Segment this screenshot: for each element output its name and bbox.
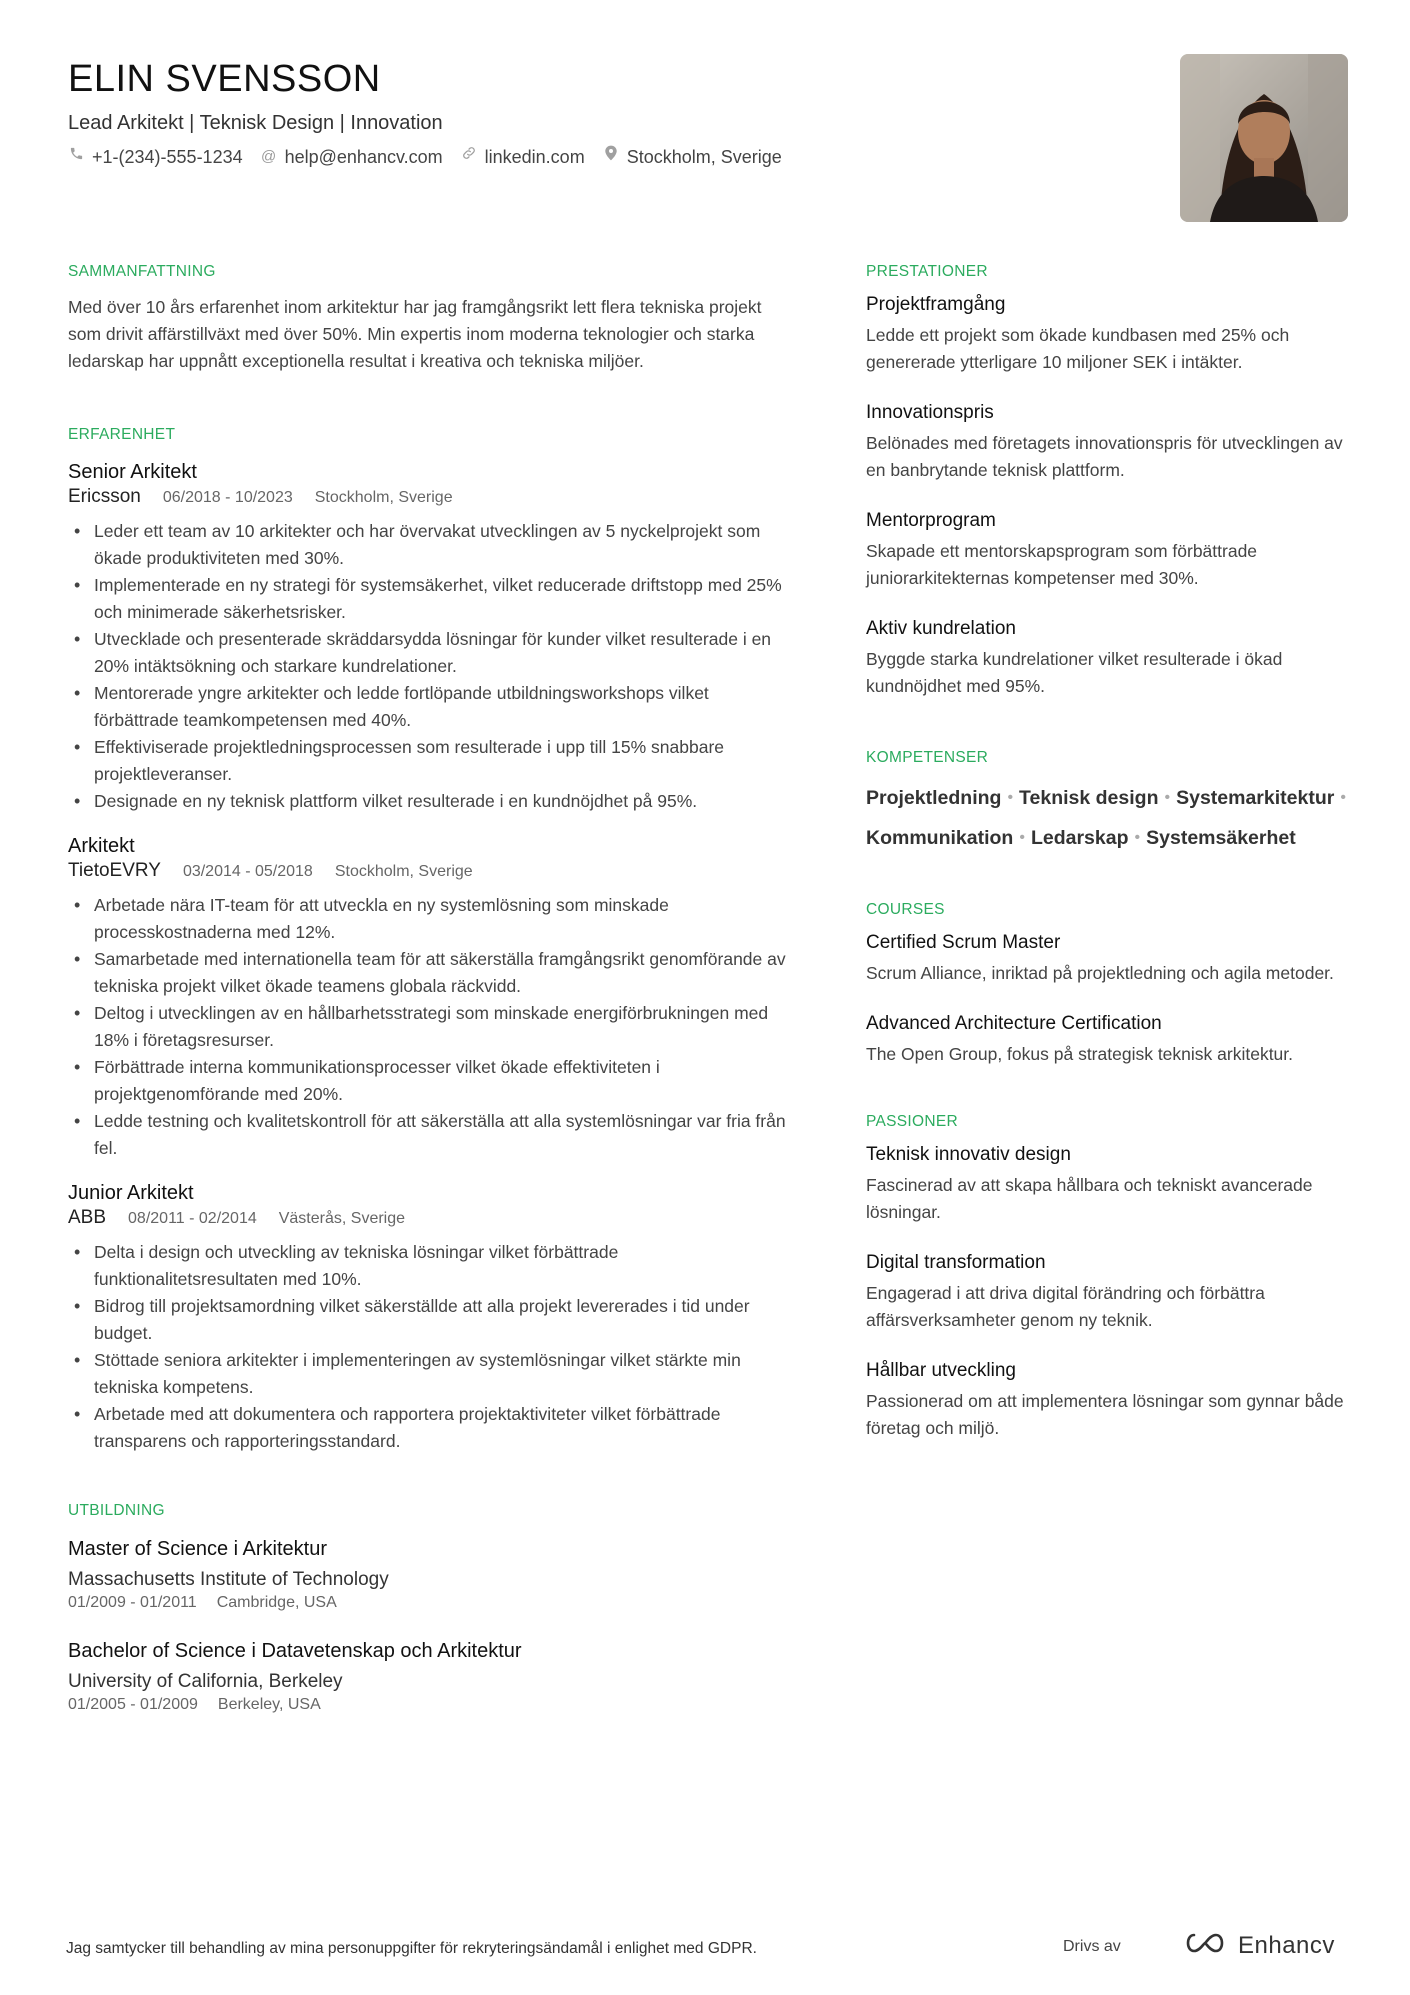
passion-desc: Passionerad om att implementera lösningar som gynnar både företag och miljö. <box>866 1391 1344 1438</box>
contact-bar <box>68 144 1168 170</box>
course-item <box>866 1011 1356 1068</box>
skill-label: Teknisk design <box>1019 787 1159 809</box>
job-role: Senior Arkitekt <box>68 461 197 483</box>
section-title-achievements: PRESTATIONER <box>866 263 988 280</box>
job-role: Junior Arkitekt <box>68 1182 194 1204</box>
contact-phone-text: +1-(234)-555-1234 <box>92 147 243 167</box>
skill-tag <box>1176 782 1352 814</box>
education-dates: 01/2005 - 01/2009 <box>68 1696 198 1713</box>
phone-icon <box>68 144 84 170</box>
course-title: Advanced Architecture Certification <box>866 1013 1162 1034</box>
contact-email-text: help@enhancv.com <box>284 147 443 167</box>
skill-tag <box>1031 822 1146 854</box>
job-bullet: • Arbetade med att dokumentera och rapportera projektaktiviteter vilket förbättrade transparens och rapporteringsstandard. <box>68 1401 798 1455</box>
education-section <box>68 1501 798 1715</box>
education-degree: Master of Science i Arkitektur <box>68 1538 327 1560</box>
course-desc: Scrum Alliance, inriktad på projektledning och agila metoder. <box>866 963 1334 983</box>
section-title-education: UTBILDNING <box>68 1502 165 1519</box>
achievements-section <box>866 262 1356 700</box>
at-icon: @ <box>260 148 277 165</box>
courses-section <box>866 900 1356 1068</box>
job-bullet: • Effektiviserade projektledningsprocessen som resulterade i upp till 15% snabbare projektleveranser. <box>68 734 798 788</box>
achievement-desc: Belönades med företagets innovationspris för utvecklingen av en banbrytande teknisk plattform. <box>866 433 1343 480</box>
passion-item <box>866 1142 1356 1226</box>
summary-section <box>68 262 798 375</box>
profile-photo <box>1180 54 1348 222</box>
bullet-separator-icon: • <box>1164 789 1171 806</box>
enhancv-logo[interactable] <box>1182 1930 1335 1961</box>
skill-tag <box>866 782 1019 814</box>
skill-label: Projektledning <box>866 787 1002 809</box>
left-column <box>68 262 798 1715</box>
achievement-title: Mentorprogram <box>866 510 996 531</box>
brand-name: Enhancv <box>1238 1931 1335 1959</box>
education-degree: Bachelor of Science i Datavetenskap och Arkitektur <box>68 1640 522 1662</box>
location-pin-icon <box>603 144 619 170</box>
achievement-title: Projektframgång <box>866 294 1006 315</box>
infinity-logo-icon <box>1182 1930 1228 1961</box>
gdpr-consent: Jag samtycker till behandling av mina personuppgifter för rekryteringsändamål i enlighet med GDPR. <box>66 1940 757 1957</box>
job-meta <box>68 485 798 510</box>
job-dates: 03/2014 - 05/2018 <box>182 863 313 880</box>
passion-item <box>866 1250 1356 1334</box>
job-company: Ericsson <box>68 486 141 507</box>
course-item <box>866 930 1356 987</box>
experience-entry <box>68 1180 798 1455</box>
experience-entry <box>68 833 798 1162</box>
contact-phone[interactable] <box>68 144 243 170</box>
contact-linkedin[interactable] <box>461 144 585 170</box>
section-title-skills: KOMPETENSER <box>866 749 989 766</box>
job-bullet: • Mentorerade yngre arkitekter och ledde fortlöpande utbildningsworkshops vilket förbättrade teamkompetensen med 40%. <box>68 680 798 734</box>
achievement-item <box>866 400 1356 484</box>
education-entry <box>68 1535 798 1613</box>
job-company: TietoEVRY <box>68 860 161 881</box>
job-bullet: • Deltog i utvecklingen av en hållbarhetsstrategi som minskade energiförbrukningen med 18% i företagsresurser. <box>68 1000 798 1054</box>
contact-linkedin-text: linkedin.com <box>484 147 585 167</box>
job-meta <box>68 1206 798 1231</box>
candidate-name: ELIN SVENSSON <box>68 58 381 100</box>
education-entry <box>68 1637 798 1715</box>
education-meta <box>68 1695 798 1715</box>
education-dates: 01/2009 - 01/2011 <box>68 1594 197 1611</box>
right-column <box>866 262 1356 1442</box>
skills-list <box>866 782 1356 854</box>
skill-tag <box>1146 822 1296 854</box>
achievement-item <box>866 292 1356 376</box>
job-meta <box>68 859 798 884</box>
passion-desc: Engagerad i att driva digital förändring och förbättra affärsverksamheter genom ny teknik. <box>866 1283 1265 1330</box>
achievement-title: Aktiv kundrelation <box>866 618 1016 639</box>
bullet-separator-icon: • <box>1007 789 1014 806</box>
passions-section <box>866 1112 1356 1442</box>
job-bullets <box>68 518 798 815</box>
skill-tag <box>866 822 1031 854</box>
education-school: University of California, Berkeley <box>68 1671 343 1692</box>
job-dates: 08/2011 - 02/2014 <box>128 1210 257 1227</box>
education-school: Massachusetts Institute of Technology <box>68 1569 389 1590</box>
achievement-title: Innovationspris <box>866 402 994 423</box>
job-bullet: • Implementerade en ny strategi för systemsäkerhet, vilket reducerade driftstopp med 25% och minimerade säkerhetsrisker. <box>68 572 798 626</box>
contact-location-text: Stockholm, Sverige <box>626 147 782 167</box>
job-bullet: • Stöttade seniora arkitekter i implementeringen av systemlösningar vilket stärkte min tekniska kompetens. <box>68 1347 798 1401</box>
bullet-separator-icon: • <box>1134 829 1141 846</box>
passion-title: Teknisk innovativ design <box>866 1144 1071 1165</box>
achievement-desc: Skapade ett mentorskapsprogram som förbättrade juniorarkitekternas kompetenser med 30%. <box>866 541 1258 588</box>
section-title-summary: SAMMANFATTNING <box>68 263 216 280</box>
job-bullet: • Ledde testning och kvalitetskontroll för att säkerställa att alla systemlösningar var fria från fel. <box>68 1108 798 1162</box>
skill-tag <box>1019 782 1176 814</box>
job-bullet: • Delta i design och utveckling av tekniska lösningar vilket förbättrade funktionalitetsresultaten med 10%. <box>68 1239 798 1293</box>
job-bullet: • Arbetade nära IT-team för att utveckla en ny systemlösning som minskade processkostnaderna med 12%. <box>68 892 798 946</box>
achievement-desc: Ledde ett projekt som ökade kundbasen med 25% och genererade ytterligare 10 miljoner SEK i intäkter. <box>866 325 1290 372</box>
job-bullets <box>68 892 798 1162</box>
passion-title: Digital transformation <box>866 1252 1046 1273</box>
achievement-item <box>866 508 1356 592</box>
resume-header <box>68 54 1168 170</box>
passion-desc: Fascinerad av att skapa hållbara och tekniskt avancerade lösningar. <box>866 1175 1313 1222</box>
section-title-experience: ERFARENHET <box>68 426 176 443</box>
summary-text: Med över 10 års erfarenhet inom arkitektur har jag framgångsrikt lett flera tekniska projekt som drivit affärstillväxt med över 50%. Min expertis inom moderna teknologier och starka ledarskap har uppnått exceptionella resultat i kreativa och tekniska miljöer. <box>68 297 762 371</box>
section-title-courses: COURSES <box>866 901 945 918</box>
experience-section <box>68 425 798 1455</box>
job-bullet: • Förbättrade interna kommunikationsprocesser vilket ökade effektiviteten i projektgenomförande med 20%. <box>68 1054 798 1108</box>
skill-label: Systemarkitektur <box>1176 787 1335 809</box>
skill-label: Systemsäkerhet <box>1146 827 1296 849</box>
education-meta <box>68 1593 798 1613</box>
bullet-separator-icon: • <box>1019 829 1025 846</box>
skill-label: Ledarskap <box>1030 827 1129 849</box>
experience-entry <box>68 459 798 815</box>
achievement-item <box>866 616 1356 700</box>
achievement-desc: Byggde starka kundrelationer vilket resulterade i ökad kundnöjdhet med 95%. <box>866 649 1283 696</box>
section-title-passions: PASSIONER <box>866 1113 958 1130</box>
powered-by-label: Drivs av <box>1063 1938 1121 1955</box>
job-company: ABB <box>68 1207 107 1228</box>
job-bullet: • Leder ett team av 10 arkitekter och har övervakat utvecklingen av 5 nyckelprojekt som ökade produktiviteten med 30%. <box>68 518 798 572</box>
skills-section <box>866 748 1356 854</box>
bullet-separator-icon: • <box>1340 789 1346 806</box>
passion-title: Hållbar utveckling <box>866 1360 1016 1381</box>
job-bullet: • Designade en ny teknisk plattform vilket resulterade i en kundnöjdhet på 95%. <box>68 788 798 815</box>
skill-label: Kommunikation <box>866 827 1014 849</box>
job-bullet: • Utvecklade och presenterade skräddarsydda lösningar för kunder vilket resulterade i en 20% intäktsökning och starkare kundrelationer. <box>68 626 798 680</box>
job-location: Stockholm, Sverige <box>314 489 453 506</box>
course-title: Certified Scrum Master <box>866 932 1061 953</box>
education-location: Berkeley, USA <box>217 1696 321 1713</box>
passion-item <box>866 1358 1356 1442</box>
contact-email[interactable] <box>261 144 443 170</box>
job-bullets <box>68 1239 798 1455</box>
candidate-title: Lead Arkitekt | Teknisk Design | Innovation <box>68 112 443 134</box>
job-location: Västerås, Sverige <box>278 1210 406 1227</box>
job-role: Arkitekt <box>68 835 135 857</box>
job-bullet: • Samarbetade med internationella team för att säkerställa framgångsrikt genomförande av tekniska projekt vilket ökade teamens globala räckvidd. <box>68 946 798 1000</box>
education-location: Cambridge, USA <box>216 1594 337 1611</box>
job-dates: 06/2018 - 10/2023 <box>162 489 293 506</box>
link-icon <box>461 144 477 170</box>
course-desc: The Open Group, fokus på strategisk teknisk arkitektur. <box>866 1044 1294 1064</box>
contact-location <box>603 144 782 170</box>
job-location: Stockholm, Sverige <box>334 863 473 880</box>
job-bullet: • Bidrog till projektsamordning vilket säkerställde att alla projekt levererades i tid under budget. <box>68 1293 798 1347</box>
